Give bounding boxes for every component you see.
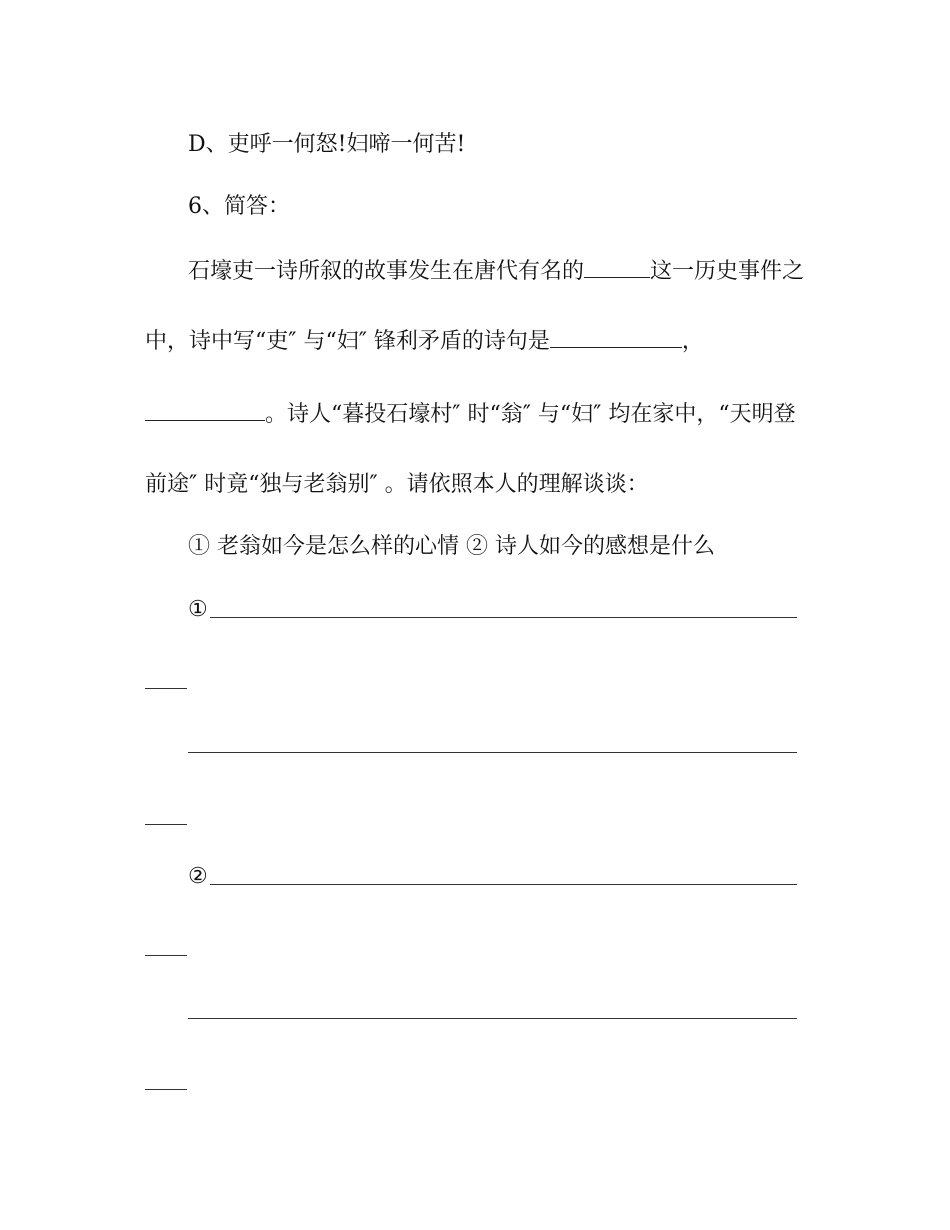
answer-line-1a[interactable] xyxy=(210,617,797,618)
paragraph-line-2 xyxy=(145,325,805,357)
fill-blank-verse-2[interactable] xyxy=(145,398,265,421)
answer-mark-2: ② xyxy=(188,864,208,889)
answer-line-1a-tail[interactable] xyxy=(145,688,187,689)
fill-blank-event[interactable] xyxy=(584,255,650,278)
option-d: D、吏呼一何怒!妇啼一何苦! xyxy=(188,132,466,157)
paragraph-line-2-text-b: ， xyxy=(681,329,704,354)
paragraph-line-1-text-b: 这一历史事件之 xyxy=(650,259,805,284)
paragraph-line-3 xyxy=(145,398,805,430)
paragraph-line-1-text-a: 石壕吏一诗所叙的故事发生在唐代有名的 xyxy=(188,259,585,284)
answer-line-2a-tail[interactable] xyxy=(145,955,187,956)
fill-blank-verse-1[interactable] xyxy=(550,325,682,348)
question-6-title: 6、简答： xyxy=(188,194,290,219)
sub-question-prompts: ① 老翁如今是怎么样的心情 ② 诗人如今的感想是什么 xyxy=(188,534,715,559)
answer-line-1b-tail[interactable] xyxy=(145,824,187,825)
paragraph-line-1 xyxy=(188,255,848,287)
answer-line-1b[interactable] xyxy=(188,752,797,753)
paragraph-line-3-text: 。诗人“暮投石壕村″ 时“翁″ 与“妇″ 均在家中，“天明登 xyxy=(265,402,796,427)
answer-line-2b-tail[interactable] xyxy=(145,1089,187,1090)
answer-line-2a[interactable] xyxy=(210,884,797,885)
answer-line-2b[interactable] xyxy=(188,1018,797,1019)
paragraph-line-2-text-a: 中，诗中写“吏″ 与“妇″ 锋利矛盾的诗句是 xyxy=(145,329,550,354)
paragraph-line-4: 前途″ 时竟“独与老翁别″ 。请依照本人的理解谈谈： xyxy=(145,472,649,497)
answer-mark-1: ① xyxy=(188,597,208,622)
